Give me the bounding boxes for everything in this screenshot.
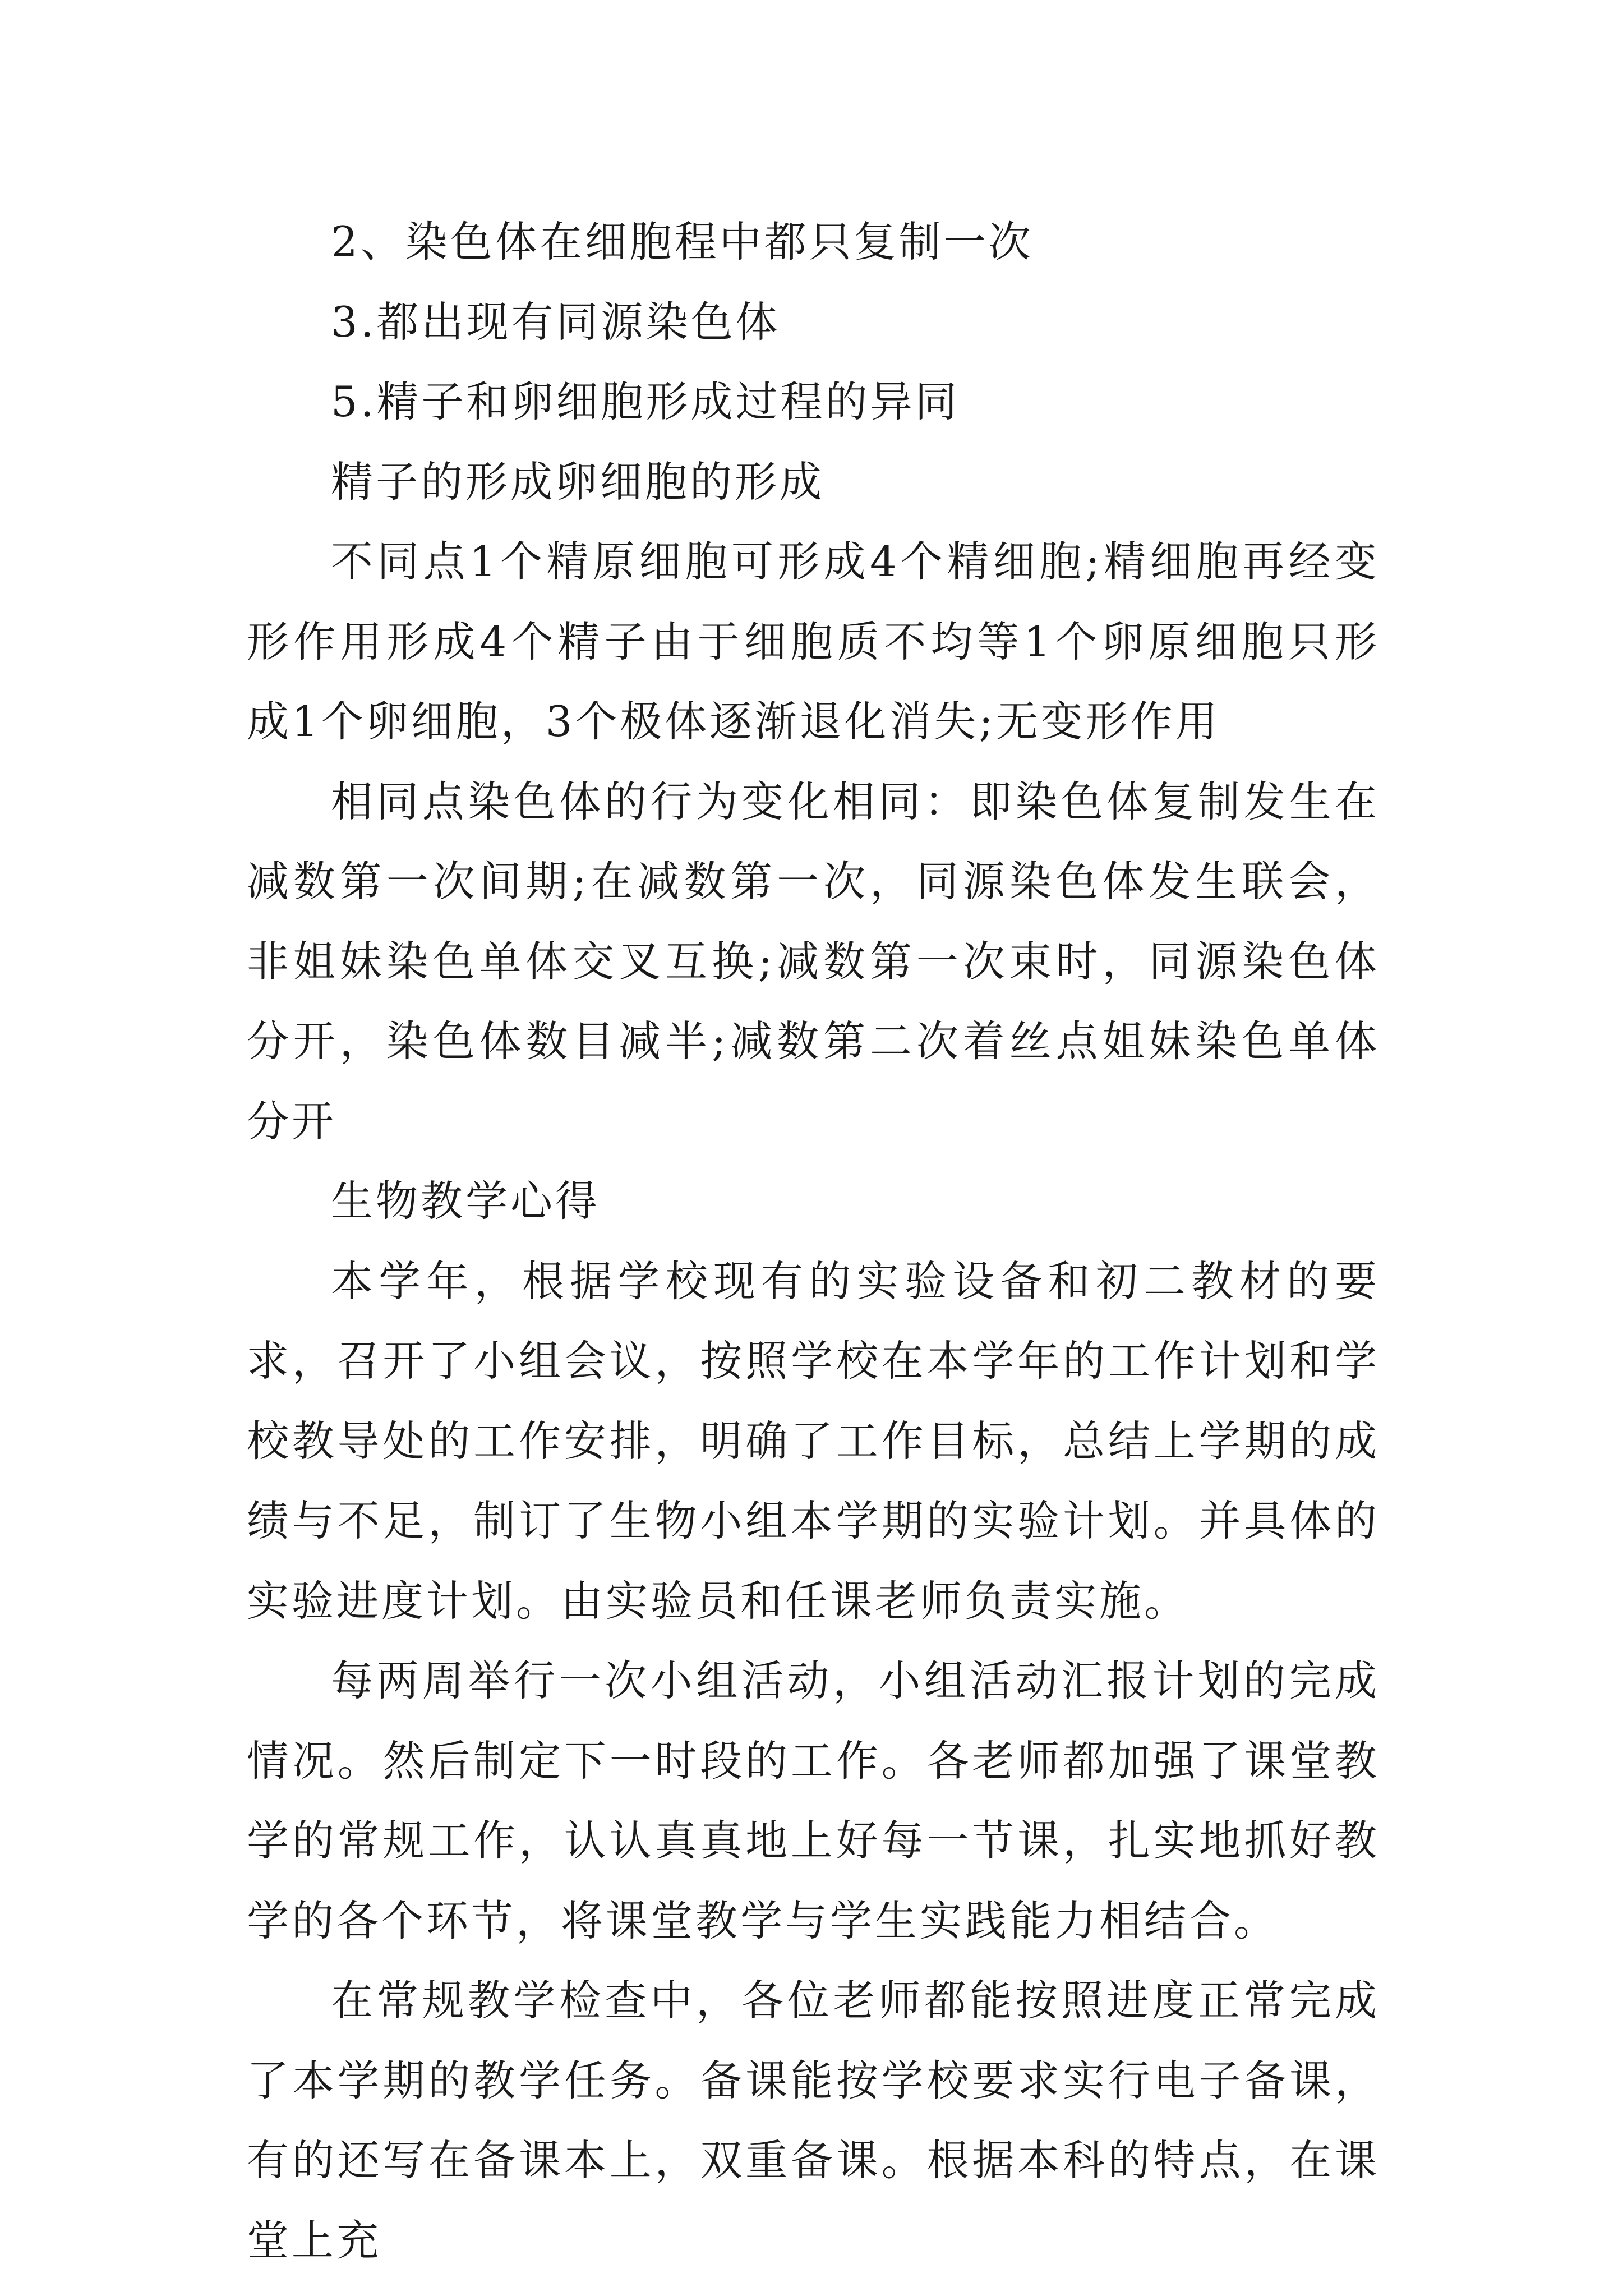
paragraph-similarities: 相同点染色体的行为变化相同：即染色体复制发生在减数第一次间期;在减数第一次，同源染色体发生联会，非姐妹染色单体交叉互换;减数第一次束时，同源染色体分开，染色体数目减半;减数第二次着丝点姐妹染色单体分开	[247, 776, 1380, 1146]
paragraph-school-year-plan: 本学年，根据学校现有的实验设备和初二教材的要求，召开了小组会议，按照学校在本学年的工作计划和学校教导处的工作安排，明确了工作目标，总结上学期的成绩与不足，制订了生物小组本学期的实验计划。并具体的实验进度计划。由实验员和任课老师负责实施。	[247, 1256, 1380, 1626]
paragraph-gamete-formation-heading: 5.精子和卵细胞形成过程的异同	[331, 377, 960, 426]
paragraph-teaching-inspection: 在常规教学检查中，各位老师都能按照进度正常完成了本学期的教学任务。备课能按学校要求实行电子备课，有的还写在备课本上，双重备课。根据本科的特点，在课堂上充	[247, 1976, 1380, 2265]
paragraph-differences: 不同点1个精原细胞可形成4个精细胞;精细胞再经变形作用形成4个精子由于细胞质不均等1个卵原细胞只形成1个卵细胞，3个极体逐渐退化消失;无变形作用	[247, 537, 1380, 746]
paragraph-sperm-egg-formation: 精子的形成卵细胞的形成	[331, 457, 825, 507]
paragraph-group-activities: 每两周举行一次小组活动，小组活动汇报计划的完成情况。然后制定下一时段的工作。各老师都加强了课堂教学的常规工作，认认真真地上好每一节课，扎实地抓好教学的各个环节，将课堂教学与学生实践能力相结合。	[247, 1656, 1380, 1945]
paragraph-chromosome-replication: 2、染色体在细胞程中都只复制一次	[331, 217, 1034, 266]
paragraph-homologous-chromosomes: 3.都出现有同源染色体	[331, 297, 781, 347]
section-title-teaching-reflection: 生物教学心得	[331, 1176, 601, 1226]
document-body	[247, 202, 1380, 2280]
